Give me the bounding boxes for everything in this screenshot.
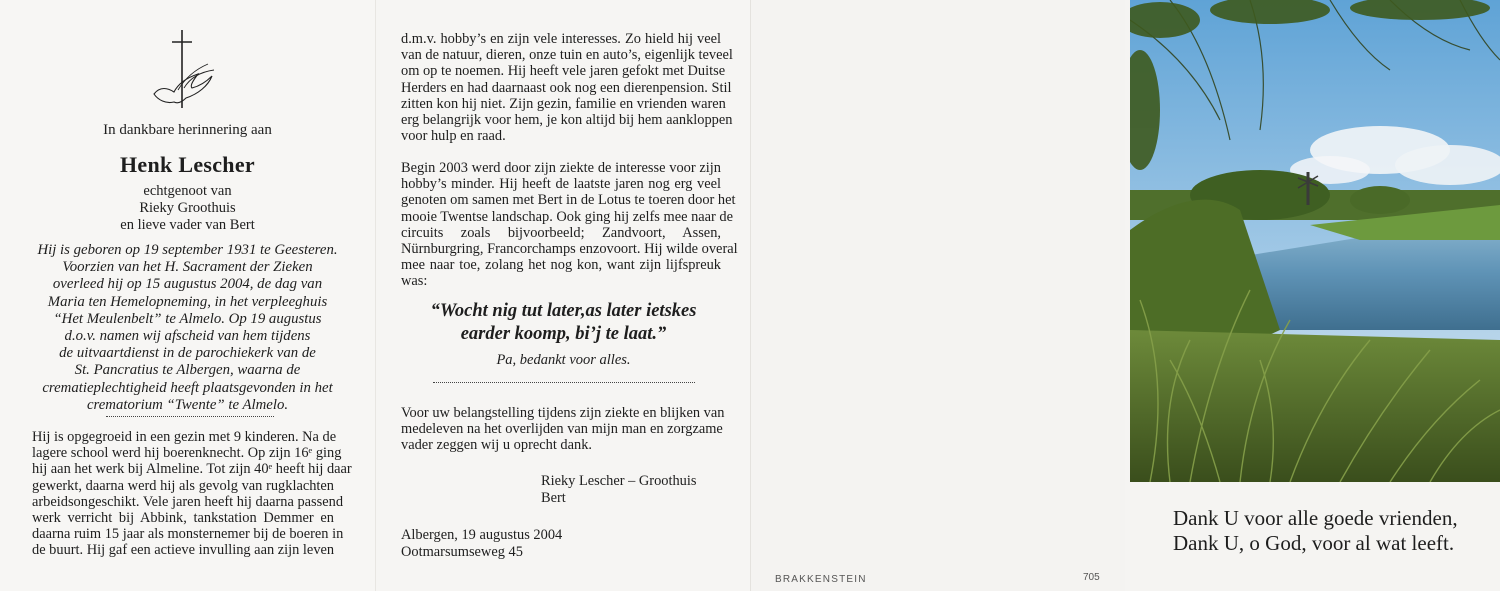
text-line: daarna ruim 15 jaar als monsternemer bij de boeren in (32, 526, 344, 543)
bio-line: Voorzien van het H. Sacrament der Zieken (62, 259, 313, 276)
dotted-divider (433, 382, 695, 383)
text-line: lagere school werd hij boerenknecht. Op zijn 16ᵉ ging (32, 445, 342, 462)
bio-line: “Het Meulenbelt” te Almelo. Op 19 augustus (53, 310, 322, 327)
text-line: Voor uw belangstelling tijdens zijn ziekte en blijken van (401, 405, 725, 421)
text-line: hobby’s minder. Hij heeft de laatste jaren nog erg veel (401, 176, 721, 193)
text-line: gewerkt, daarna werd hij als gevolg van rugklachten (32, 477, 334, 494)
closing-verse (1173, 506, 1458, 556)
text-line: mooie Twentse landschap. Ook ging hij zelfs mee naar de (401, 208, 734, 225)
thanks-father: Pa, bedankt voor alles. (496, 352, 631, 368)
bio-line: de uitvaartdienst in de parochiekerk van de (59, 345, 316, 362)
signature-line: Bert (541, 489, 566, 506)
motto-quote (376, 300, 751, 346)
intro-line: In dankbare herinnering aan (103, 122, 272, 138)
place-and-date (401, 527, 562, 560)
text-line: Hij is opgegroeid in een gezin met 9 kinderen. Na de (32, 429, 337, 445)
bio-line: d.o.v. namen wij afscheid van hem tijdens (64, 328, 311, 345)
gratitude-paragraph (401, 405, 725, 454)
middle-panel (375, 0, 750, 591)
text-line: Nürnburgring, Francorchamps enzovoort. Hij wilde overal (401, 241, 738, 258)
dotted-divider (106, 416, 274, 417)
biography-text (32, 429, 352, 559)
bio-line: Maria ten Hemelopneming, in het verpleeghuis (47, 293, 328, 310)
text-line: zitten kon hij niet. Zijn gezin, familie en vrienden waren (401, 95, 726, 112)
signature (541, 473, 696, 506)
address-line: Ootmarsumseweg 45 (401, 543, 523, 560)
text-line: arbeidsongeschikt. Vele jaren heeft hij daarna passend (32, 493, 344, 510)
text-line: erg belangrijk voor hem, je kon altijd bij hem aankloppen (401, 112, 733, 129)
quote-line: “Wocht nig tut later,as later ietskes (430, 301, 697, 321)
text-line: voor hulp en raad. (401, 128, 506, 145)
biography-italic (12, 242, 363, 414)
text-line: werk verricht bij Abbink, tankstation Demmer en (32, 510, 334, 527)
text-line: was: (401, 273, 428, 290)
bio-line: crematieplechtigheid heeft plaatsgevonden in het (42, 379, 333, 396)
relation-line: en lieve vader van Bert (120, 217, 255, 233)
bio-line: Hij is geboren op 19 september 1931 te Geesteren. (37, 242, 338, 258)
text-line: Herders en had daarnaast ook nog een dierenpension. Stil (401, 79, 732, 96)
verse-line: Dank U voor alle goede vrienden, (1173, 506, 1458, 530)
bio-line: overleed hij op 15 augustus 2004, de dag van (52, 276, 323, 293)
family-relation (0, 183, 375, 234)
verse-line: Dank U, o God, voor al wat leeft. (1173, 531, 1455, 555)
bio-line: St. Pancratius te Albergen, waarna de (74, 362, 301, 379)
place-date-line: Albergen, 19 augustus 2004 (401, 527, 563, 543)
bio-line: crematorium “Twente” te Almelo. (86, 396, 289, 413)
signature-line: Rieky Lescher – Groothuis (541, 473, 697, 489)
illness-paragraph (401, 160, 738, 290)
life-paragraph (401, 31, 733, 145)
text-line: hij aan het werk bij Almeline. Tot zijn 40ᵉ heeft hij daar (32, 461, 352, 478)
text-line: van de natuur, dieren, onze tuin en auto’s, eigenlijk teveel (401, 47, 733, 64)
relation-line: Rieky Groothuis (139, 200, 236, 216)
text-line: d.m.v. hobby’s en zijn vele interesses. Zo hield hij veel (401, 31, 721, 47)
card-code: 705 (1083, 572, 1100, 583)
text-line: genoten om samen met Bert in de Lotus te toeren door het (401, 192, 736, 209)
text-line: medeleven na het overlijden van mijn man en zorgzame (401, 421, 723, 438)
text-line: circuits zoals bijvoorbeeld; Zandvoort, Assen, (401, 224, 721, 241)
text-line: om op te noemen. Hij heeft vele jaren gefokt met Duitse (401, 63, 726, 80)
landscape-photo (1130, 0, 1500, 482)
blank-panel (750, 0, 1125, 591)
right-panel (1125, 0, 1500, 591)
left-panel (0, 0, 375, 591)
text-line: Begin 2003 werd door zijn ziekte de interesse voor zijn (401, 160, 721, 176)
text-line: vader zeggen wij u oprecht dank. (401, 437, 592, 454)
text-line: de buurt. Hij gaf een actieve invulling aan zijn leven (32, 542, 335, 559)
quote-line: earder koomp, bi’j te laat.” (460, 324, 667, 344)
publisher-label: BRAKKENSTEIN (775, 574, 867, 585)
text-line: mee naar toe, zolang het nog kon, want zijn lijfspreuk (401, 257, 721, 274)
relation-line: echtgenoot van (143, 183, 232, 199)
deceased-name: Henk Lescher (120, 152, 255, 177)
river-landscape-image (1130, 0, 1500, 482)
cross-with-dove-icon (148, 28, 218, 112)
